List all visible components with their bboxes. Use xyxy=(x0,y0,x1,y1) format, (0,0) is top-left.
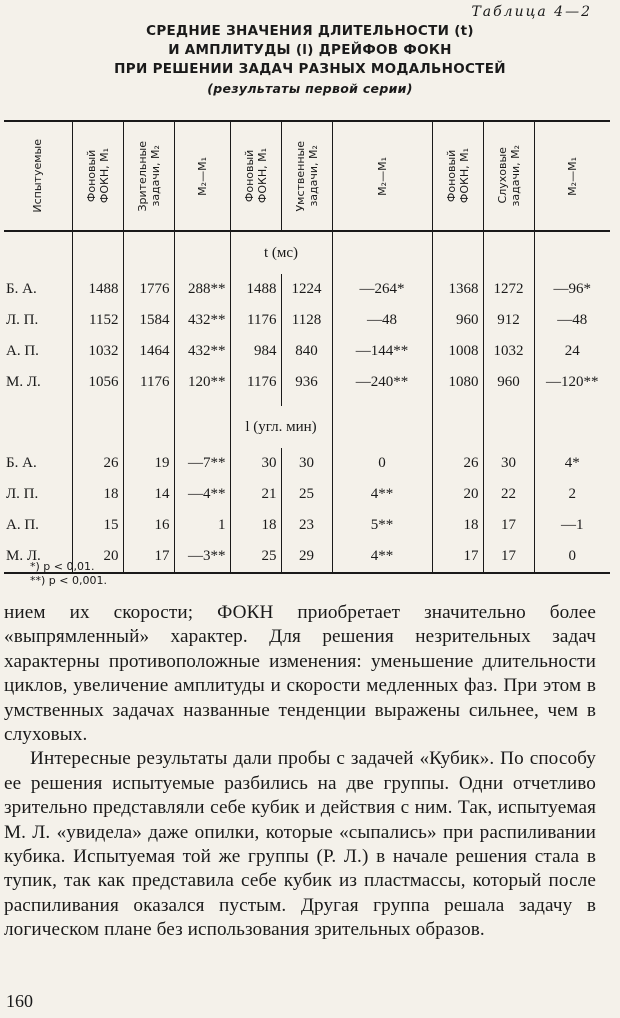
value-cell: 840 xyxy=(281,336,332,367)
value-cell: 1176 xyxy=(123,367,174,398)
value-cell: 2 xyxy=(534,479,610,510)
value-cell: —4** xyxy=(174,479,230,510)
value-cell: 20 xyxy=(72,541,123,573)
table-row xyxy=(4,367,610,398)
table-cell xyxy=(534,231,610,274)
column-header-label: Фоновый ФОКН, М₁ xyxy=(444,148,471,204)
column-header xyxy=(123,121,174,231)
value-cell: 1008 xyxy=(432,336,483,367)
value-cell: —3** xyxy=(174,541,230,573)
table-cell xyxy=(230,398,281,406)
subject-cell: Б. А. xyxy=(6,281,37,297)
value-cell: 0 xyxy=(332,448,432,479)
column-header xyxy=(174,121,230,231)
footnote-2: **) p < 0,001. xyxy=(30,574,107,587)
value-cell: 29 xyxy=(281,541,332,573)
value-cell: 432** xyxy=(174,305,230,336)
table-cell xyxy=(432,406,483,448)
table-header-row xyxy=(4,121,610,231)
value-cell: 17 xyxy=(483,541,534,573)
title-line-2: И АМПЛИТУДЫ (l) ДРЕЙФОВ ФОКН xyxy=(168,42,452,58)
table-cell xyxy=(4,406,72,448)
value-cell: 1032 xyxy=(483,336,534,367)
value-cell: 432** xyxy=(174,336,230,367)
column-header xyxy=(332,121,432,231)
table-cell xyxy=(281,398,332,406)
value-cell: 15 xyxy=(72,510,123,541)
subject-cell: Б. А. xyxy=(6,455,37,471)
table-cell xyxy=(432,398,483,406)
column-header xyxy=(72,121,123,231)
value-cell: 18 xyxy=(432,510,483,541)
table-cell xyxy=(432,231,483,274)
value-cell: 288** xyxy=(174,274,230,305)
value-cell: 4** xyxy=(332,541,432,573)
page-number: 160 xyxy=(6,991,33,1011)
value-cell: 0 xyxy=(534,541,610,573)
table-cell xyxy=(123,231,174,274)
table-cell xyxy=(4,231,72,274)
value-cell: —48 xyxy=(534,305,610,336)
value-cell: —264* xyxy=(332,274,432,305)
title-subtitle: (результаты первой серии) xyxy=(207,81,413,96)
column-header-label: М₂—М₁ xyxy=(375,156,389,196)
value-cell: 30 xyxy=(230,448,281,479)
value-cell: 1176 xyxy=(230,367,281,398)
subject-cell: М. Л. xyxy=(4,541,72,573)
table-cell xyxy=(174,231,230,274)
table-row xyxy=(4,510,610,541)
value-cell: 17 xyxy=(432,541,483,573)
value-cell: —7** xyxy=(174,448,230,479)
subject-cell: А. П. xyxy=(6,343,39,359)
value-cell: —120** xyxy=(534,367,610,398)
value-cell: 1488 xyxy=(72,274,123,305)
value-cell: 1368 xyxy=(432,274,483,305)
value-cell: 19 xyxy=(123,448,174,479)
value-cell: 936 xyxy=(281,367,332,398)
table-label: Таблица 4—2 xyxy=(471,4,592,20)
value-cell: 120** xyxy=(174,367,230,398)
value-cell: 1272 xyxy=(483,274,534,305)
value-cell: —240** xyxy=(332,367,432,398)
title-line-1: СРЕДНИЕ ЗНАЧЕНИЯ ДЛИТЕЛЬНОСТИ (t) xyxy=(146,23,474,39)
value-cell: 14 xyxy=(123,479,174,510)
table-title xyxy=(0,22,620,98)
spacer-row xyxy=(4,398,610,406)
value-cell: 17 xyxy=(483,510,534,541)
value-cell: 17 xyxy=(123,541,174,573)
section-row xyxy=(4,231,610,274)
footnote-1: *) p < 0,01. xyxy=(30,560,95,573)
table-cell xyxy=(72,398,123,406)
table-cell xyxy=(174,398,230,406)
value-cell: 23 xyxy=(281,510,332,541)
value-cell: 912 xyxy=(483,305,534,336)
value-cell: 960 xyxy=(432,305,483,336)
table-row xyxy=(4,479,610,510)
table-cell xyxy=(123,398,174,406)
column-header-label: Испытуемые xyxy=(31,139,45,213)
value-cell: 26 xyxy=(72,448,123,479)
column-header xyxy=(534,121,610,231)
value-cell: 24 xyxy=(534,336,610,367)
table-cell xyxy=(332,398,432,406)
subject-cell: А. П. xyxy=(6,517,39,533)
value-cell: —1 xyxy=(534,510,610,541)
value-cell: 26 xyxy=(432,448,483,479)
column-header-label: Слуховые задачи, М₂ xyxy=(495,145,522,207)
table-cell xyxy=(332,231,432,274)
section-row xyxy=(4,406,610,448)
column-header xyxy=(483,121,534,231)
table-cell xyxy=(72,231,123,274)
value-cell: —48 xyxy=(332,305,432,336)
value-cell: 30 xyxy=(483,448,534,479)
table-cell xyxy=(534,406,610,448)
value-cell: 1152 xyxy=(72,305,123,336)
section-label: l (угл. мин) xyxy=(230,406,332,448)
value-cell: 16 xyxy=(123,510,174,541)
value-cell: 1032 xyxy=(72,336,123,367)
value-cell: 18 xyxy=(72,479,123,510)
subject-cell: М. Л. xyxy=(6,374,41,390)
column-header-label: М₂—М₁ xyxy=(565,156,579,196)
value-cell: 25 xyxy=(230,541,281,573)
column-header xyxy=(4,121,72,231)
value-cell: 18 xyxy=(230,510,281,541)
column-header-label: Фоновый ФОКН, М₁ xyxy=(242,148,269,204)
column-header-label: М₂—М₁ xyxy=(195,156,209,196)
table-cell xyxy=(534,398,610,406)
subject-cell: Л. П. xyxy=(6,312,39,328)
value-cell: 21 xyxy=(230,479,281,510)
table-row xyxy=(4,448,610,479)
table-cell xyxy=(483,231,534,274)
value-cell: —96* xyxy=(534,274,610,305)
value-cell: 1176 xyxy=(230,305,281,336)
paragraph-2: Интересные результаты дали пробы с задачей «Кубик». По способу ее решения испытуемые разбились на две группы. Одни отчетливо зрительно представляли себе кубик и действия с ним. Так, испытуемая М. Л. «увидела» даже опилки, которые «сыпались» при распиливании кубика. Испытуемая той же группы (Р. Л.) в начале решения стала в тупик, так как представила себе кубик из пластмассы, который после распиливания оказался пустым. Другая группа решала задачу в логическом плане без использования зрительных образов. xyxy=(4,748,596,941)
table-cell xyxy=(332,406,432,448)
table-row xyxy=(4,305,610,336)
value-cell: 984 xyxy=(230,336,281,367)
value-cell: 25 xyxy=(281,479,332,510)
table-cell xyxy=(72,406,123,448)
table-cell xyxy=(483,406,534,448)
value-cell: 1584 xyxy=(123,305,174,336)
value-cell: 30 xyxy=(281,448,332,479)
paragraph-1: нием их скорости; ФОКН приобретает значительно более «выпрямленный» характер. Для решения незрительных задач характерны противоположные изменения: уменьшение длительности циклов, увеличение амплитуды и скорости медленных фаз. При этом в умственных задачах названные тенденции выражены сильнее, чем в слуховых. xyxy=(4,602,596,746)
column-header-label: Умственные задачи, М₂ xyxy=(293,140,320,212)
value-cell: 1 xyxy=(174,510,230,541)
table-cell xyxy=(4,398,72,406)
value-cell: 1224 xyxy=(281,274,332,305)
value-cell: 22 xyxy=(483,479,534,510)
value-cell: 1128 xyxy=(281,305,332,336)
title-line-3: ПРИ РЕШЕНИИ ЗАДАЧ РАЗНЫХ МОДАЛЬНОСТЕЙ xyxy=(114,61,506,77)
column-header-label: Фоновый ФОКН, М₁ xyxy=(84,148,111,204)
table-cell xyxy=(483,398,534,406)
body-text xyxy=(4,601,596,943)
table-row xyxy=(4,336,610,367)
value-cell: 960 xyxy=(483,367,534,398)
value-cell: 1464 xyxy=(123,336,174,367)
column-header-label: Зрительные задачи, М₂ xyxy=(135,140,162,212)
results-table xyxy=(4,120,610,574)
table-cell xyxy=(174,406,230,448)
column-header xyxy=(432,121,483,231)
value-cell: 1080 xyxy=(432,367,483,398)
table-cell xyxy=(123,406,174,448)
value-cell: 1488 xyxy=(230,274,281,305)
column-header xyxy=(230,121,281,231)
subject-cell: Л. П. xyxy=(6,486,39,502)
value-cell: 1056 xyxy=(72,367,123,398)
value-cell: —144** xyxy=(332,336,432,367)
footnotes xyxy=(30,560,107,588)
section-label: t (мс) xyxy=(230,231,332,274)
value-cell: 1776 xyxy=(123,274,174,305)
value-cell: 5** xyxy=(332,510,432,541)
value-cell: 20 xyxy=(432,479,483,510)
column-header xyxy=(281,121,332,231)
value-cell: 4* xyxy=(534,448,610,479)
value-cell: 4** xyxy=(332,479,432,510)
table-row xyxy=(4,274,610,305)
